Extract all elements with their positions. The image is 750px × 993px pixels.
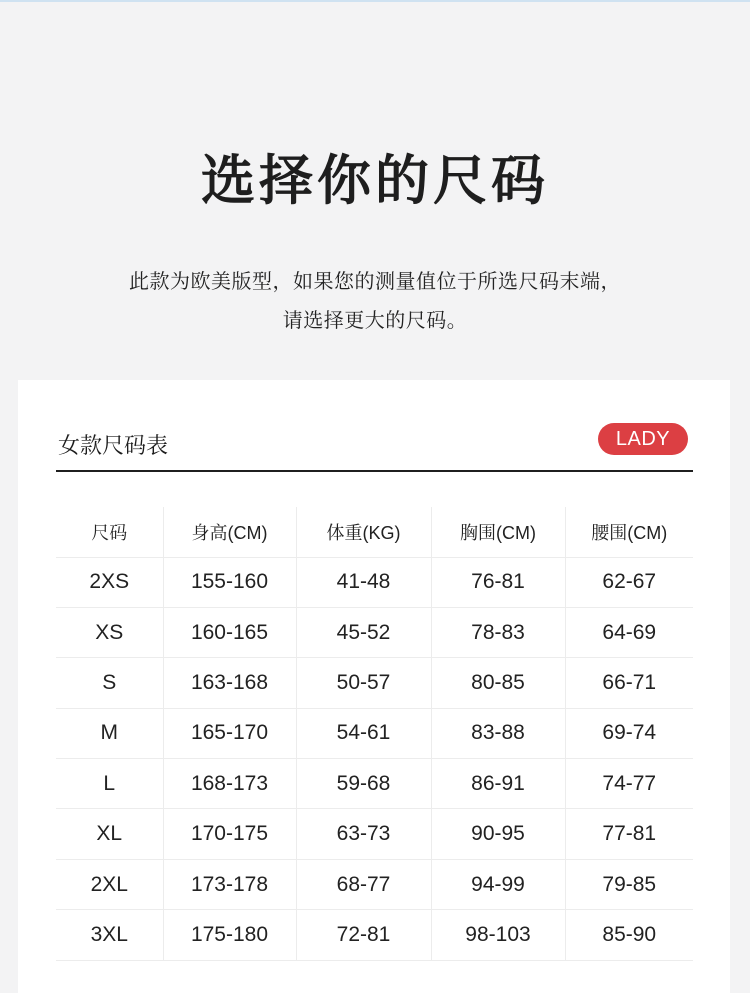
cell-chest: 98-103 <box>431 910 565 960</box>
cell-weight: 50-57 <box>296 658 431 708</box>
cell-chest: 80-85 <box>431 658 565 708</box>
cell-height: 170-175 <box>163 809 296 859</box>
cell-weight: 72-81 <box>296 910 431 960</box>
size-chart-title: 女款尺码表 <box>58 434 169 459</box>
table-row <box>56 759 693 809</box>
cell-height: 155-160 <box>163 557 296 607</box>
cell-size: 2XS <box>56 557 163 607</box>
cell-height: 165-170 <box>163 708 296 758</box>
cell-height: 163-168 <box>163 658 296 708</box>
cell-weight: 45-52 <box>296 607 431 657</box>
cell-size: 3XL <box>56 910 163 960</box>
column-header-height: 身高(CM) <box>163 507 296 557</box>
cell-chest: 76-81 <box>431 557 565 607</box>
cell-size: 2XL <box>56 859 163 909</box>
table-row <box>56 658 693 708</box>
top-divider <box>0 0 750 2</box>
cell-height: 160-165 <box>163 607 296 657</box>
column-header-size: 尺码 <box>91 522 128 543</box>
title-divider <box>56 470 693 472</box>
cell-size: M <box>56 708 163 758</box>
page-title: 选择你的尺码 <box>201 149 549 212</box>
cell-waist: 66-71 <box>565 658 693 708</box>
subtitle-line-2: 请选择更大的尺码。 <box>282 308 468 332</box>
cell-waist: 62-67 <box>565 557 693 607</box>
cell-size: S <box>56 658 163 708</box>
table-row <box>56 607 693 657</box>
table-row <box>56 859 693 909</box>
table-row <box>56 809 693 859</box>
column-header-weight: 体重(KG) <box>296 507 431 557</box>
cell-size: XS <box>56 607 163 657</box>
cell-waist: 69-74 <box>565 708 693 758</box>
table-row <box>56 557 693 607</box>
subtitle-line-1: 此款为欧美版型，如果您的测量值位于所选尺码末端， <box>129 269 621 293</box>
cell-waist: 85-90 <box>565 910 693 960</box>
size-chart-card <box>18 380 730 993</box>
cell-height: 175-180 <box>163 910 296 960</box>
cell-chest: 94-99 <box>431 859 565 909</box>
cell-chest: 83-88 <box>431 708 565 758</box>
cell-height: 173-178 <box>163 859 296 909</box>
cell-chest: 86-91 <box>431 759 565 809</box>
column-header-chest: 胸围(CM) <box>431 507 565 557</box>
cell-height: 168-173 <box>163 759 296 809</box>
cell-chest: 90-95 <box>431 809 565 859</box>
cell-waist: 79-85 <box>565 859 693 909</box>
cell-weight: 59-68 <box>296 759 431 809</box>
cell-waist: 77-81 <box>565 809 693 859</box>
cell-weight: 63-73 <box>296 809 431 859</box>
cell-chest: 78-83 <box>431 607 565 657</box>
table-header-row <box>56 507 693 557</box>
cell-waist: 64-69 <box>565 607 693 657</box>
cell-size: XL <box>56 809 163 859</box>
cell-weight: 54-61 <box>296 708 431 758</box>
cell-weight: 68-77 <box>296 859 431 909</box>
size-table <box>56 507 693 961</box>
column-header-waist: 腰围(CM) <box>565 507 693 557</box>
table-row <box>56 708 693 758</box>
lady-badge: LADY <box>598 423 688 455</box>
table-row <box>56 910 693 960</box>
cell-weight: 41-48 <box>296 557 431 607</box>
cell-waist: 74-77 <box>565 759 693 809</box>
cell-size: L <box>56 759 163 809</box>
